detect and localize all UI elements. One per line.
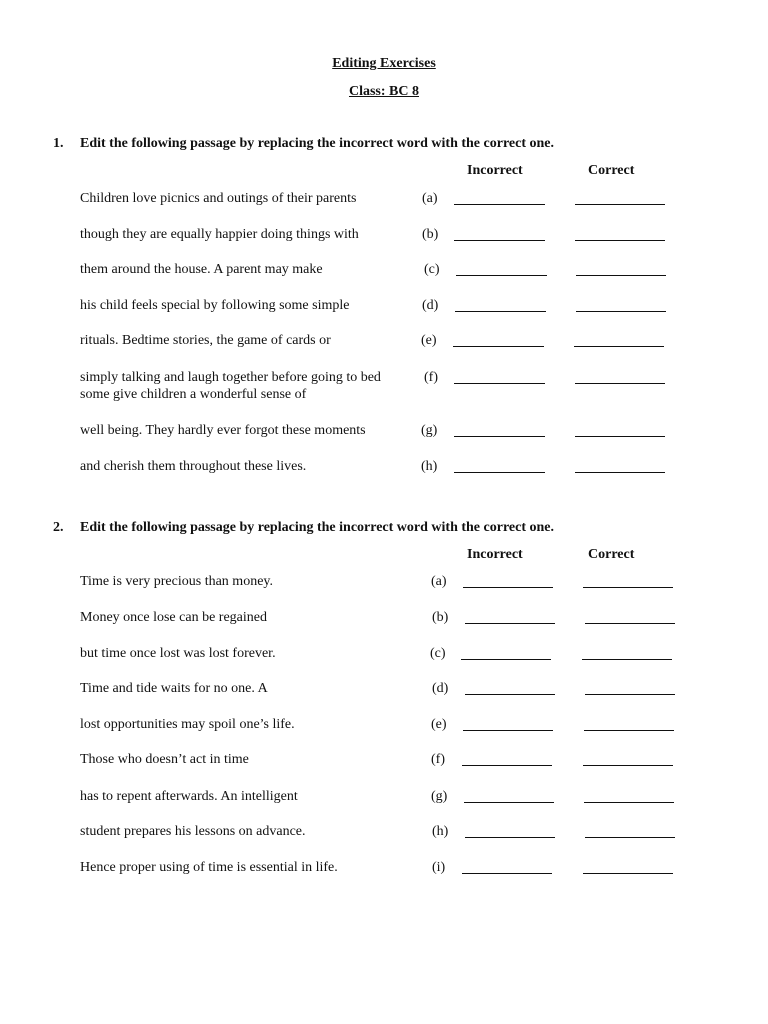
passage-line: student prepares his lessons on advance.	[80, 824, 306, 839]
section-2-row	[0, 680, 768, 708]
correct-answer-blank[interactable]	[582, 659, 672, 660]
question-2-number: 2.	[53, 520, 64, 535]
item-letter: (c)	[424, 262, 440, 277]
correct-answer-blank[interactable]	[575, 472, 665, 473]
passage-line: but time once lost was lost forever.	[80, 646, 276, 661]
incorrect-answer-blank[interactable]	[461, 659, 551, 660]
correct-answer-blank[interactable]	[584, 802, 674, 803]
correct-answer-blank[interactable]	[575, 383, 665, 384]
incorrect-answer-blank[interactable]	[465, 837, 555, 838]
passage-line: Time is very precious than money.	[80, 574, 273, 589]
section-2-incorrect-header: Incorrect	[467, 547, 523, 562]
section-2-row	[0, 859, 768, 887]
incorrect-answer-blank[interactable]	[463, 730, 553, 731]
section-1-row	[0, 226, 768, 254]
item-letter: (b)	[432, 610, 449, 625]
passage-line: rituals. Bedtime stories, the game of cards or	[80, 333, 331, 348]
incorrect-answer-blank[interactable]	[464, 802, 554, 803]
correct-answer-blank[interactable]	[575, 240, 665, 241]
passage-line: and cherish them throughout these lives.	[80, 459, 307, 474]
correct-answer-blank[interactable]	[575, 204, 665, 205]
item-letter: (a)	[422, 191, 438, 206]
section-2-row	[0, 751, 768, 779]
correct-answer-blank[interactable]	[585, 694, 675, 695]
correct-answer-blank[interactable]	[583, 587, 673, 588]
question-1-heading	[53, 136, 554, 152]
passage-line: though they are equally happier doing things with	[80, 227, 359, 242]
correct-answer-blank[interactable]	[575, 436, 665, 437]
incorrect-answer-blank[interactable]	[462, 765, 552, 766]
correct-answer-blank[interactable]	[576, 275, 666, 276]
section-1-row	[0, 332, 768, 360]
item-letter: (g)	[431, 789, 448, 804]
passage-line: Children love picnics and outings of their parents	[80, 191, 357, 206]
class-label: Class: BC 8	[348, 84, 419, 99]
passage-line: Hence proper using of time is essential in life.	[80, 860, 338, 875]
passage-line: has to repent afterwards. An intelligent	[80, 789, 298, 804]
incorrect-answer-blank[interactable]	[462, 873, 552, 874]
section-1-row	[0, 422, 768, 450]
section-1-incorrect-header: Incorrect	[467, 163, 523, 178]
item-letter: (d)	[432, 681, 449, 696]
item-letter: (h)	[421, 459, 438, 474]
section-2-correct-header: Correct	[588, 547, 635, 562]
section-1-row	[0, 458, 768, 486]
passage-line: his child feels special by following some simple	[80, 298, 350, 313]
section-2-row	[0, 609, 768, 637]
correct-answer-blank[interactable]	[585, 837, 675, 838]
passage-line: simply talking and laugh together before going to bed some give children a wonderful sense of	[80, 370, 381, 402]
incorrect-answer-blank[interactable]	[454, 240, 545, 241]
correct-answer-blank[interactable]	[583, 765, 673, 766]
item-letter: (a)	[431, 574, 447, 589]
question-1-number: 1.	[53, 136, 64, 151]
section-2-row	[0, 645, 768, 673]
section-1-correct-header: Correct	[588, 163, 635, 178]
passage-line: Money once lose can be regained	[80, 610, 267, 625]
item-letter: (h)	[432, 824, 449, 839]
item-letter: (e)	[421, 333, 437, 348]
item-letter: (f)	[424, 370, 438, 385]
item-letter: (i)	[432, 860, 446, 875]
incorrect-answer-blank[interactable]	[463, 587, 553, 588]
question-1-instruction: Edit the following passage by replacing the incorrect word with the correct one.	[80, 136, 555, 151]
incorrect-answer-blank[interactable]	[465, 694, 555, 695]
item-letter: (f)	[431, 752, 445, 767]
question-2-instruction: Edit the following passage by replacing the incorrect word with the correct one.	[80, 520, 555, 535]
section-2-row	[0, 788, 768, 816]
correct-answer-blank[interactable]	[576, 311, 666, 312]
correct-answer-blank[interactable]	[584, 730, 674, 731]
section-2-row	[0, 823, 768, 851]
passage-line: lost opportunities may spoil one’s life.	[80, 717, 295, 732]
item-letter: (e)	[431, 717, 447, 732]
section-1-row	[0, 369, 768, 405]
incorrect-answer-blank[interactable]	[465, 623, 555, 624]
section-1-row	[0, 297, 768, 325]
incorrect-answer-blank[interactable]	[454, 383, 545, 384]
incorrect-answer-blank[interactable]	[456, 275, 547, 276]
section-2-row	[0, 716, 768, 744]
incorrect-answer-blank[interactable]	[454, 436, 545, 437]
passage-line: Time and tide waits for no one. A	[80, 681, 268, 696]
correct-answer-blank[interactable]	[583, 873, 673, 874]
passage-line: Those who doesn’t act in time	[80, 752, 249, 767]
passage-line: well being. They hardly ever forgot these moments	[80, 423, 366, 438]
page-title: Editing Exercises	[332, 56, 436, 71]
item-letter: (b)	[422, 227, 439, 242]
section-1-row	[0, 190, 768, 218]
item-letter: (c)	[430, 646, 446, 661]
item-letter: (g)	[421, 423, 438, 438]
incorrect-answer-blank[interactable]	[453, 346, 544, 347]
item-letter: (d)	[422, 298, 439, 313]
incorrect-answer-blank[interactable]	[455, 311, 546, 312]
section-1-row	[0, 261, 768, 289]
passage-line: them around the house. A parent may make	[80, 262, 323, 277]
section-2-row	[0, 573, 768, 601]
correct-answer-blank[interactable]	[574, 346, 664, 347]
correct-answer-blank[interactable]	[585, 623, 675, 624]
question-2-heading	[53, 520, 554, 536]
incorrect-answer-blank[interactable]	[454, 472, 545, 473]
incorrect-answer-blank[interactable]	[454, 204, 545, 205]
